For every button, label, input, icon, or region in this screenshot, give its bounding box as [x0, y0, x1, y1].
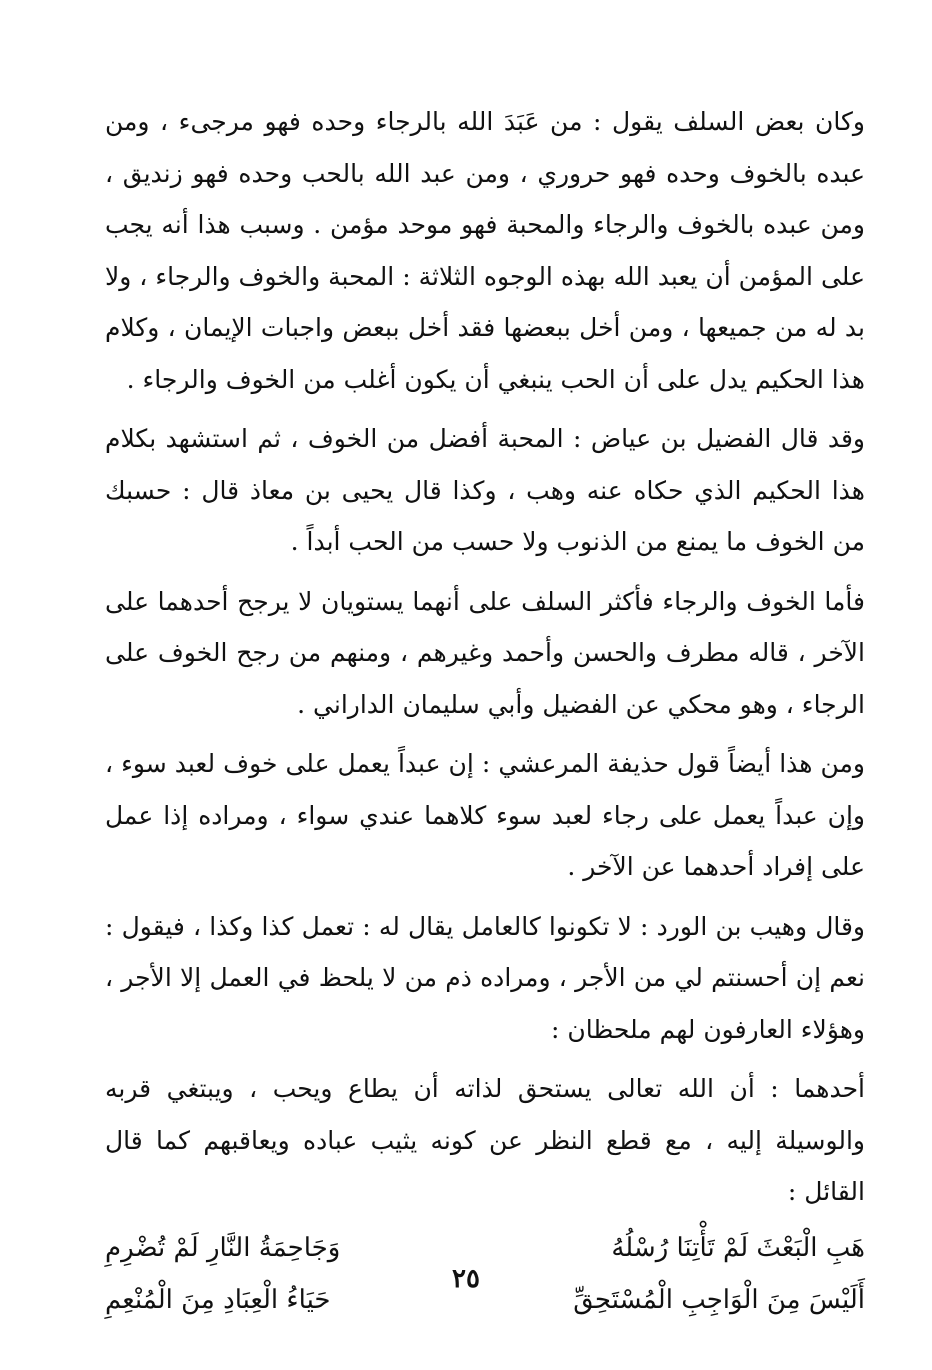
paragraph-2: وقد قال الفضيل بن عياض : المحبة أفضل من الخوف ، ثم استشهد بكلام هذا الحكيم الذي حكاه عنه وهب ، وكذا قال يحيى بن معاذ قال : حسبك من الخوف ما يمنع من الذنوب ولا حسب من الحب أبداً . [105, 424, 865, 556]
verse-1-first-hemistich: هَبِ الْبَعْثَ لَمْ تَأْتِنَا رُسْلُهُ [611, 1232, 865, 1263]
page-number: ٢٥ [452, 1264, 480, 1294]
paragraph-5: وقال وهيب بن الورد : لا تكونوا كالعامل يقال له : تعمل كذا وكذا ، فيقول : نعم إن أحسنتم لي من الأجر ، ومراده ذم من لا يلحظ في العمل إلا الأجر ، وهؤلاء العارفون لهم ملحظان : [105, 911, 865, 1044]
paragraph-4: ومن هذا أيضاً قول حذيفة المرعشي : إن عبداً يعمل على خوف لعبد سوء ، وإن عبداً يعمل على رجاء لعبد سوء كلاهما عندي سواء ، ومراده إذا عمل على إفراد أحدهما عن الآخر . [105, 749, 865, 881]
verse-1-second-hemistich: وَجَاحِمَةُ النَّارِ لَمْ تُضْرِمِ [105, 1232, 341, 1263]
paragraph-6: أحدهما : أن الله تعالى يستحق لذاته أن يطاع ويحب ، ويبتغي قربه والوسيلة إليه ، مع قطع النظر عن كونه يثيب عباده ويعاقبهم كما قال القائل : [105, 1074, 865, 1206]
page-content [105, 96, 865, 1326]
paragraph-3: فأما الخوف والرجاء فأكثر السلف على أنهما يستويان لا يرجح أحدهما على الآخر ، قاله مطرف والحسن وأحمد وغيرهم ، ومنهم من رجح الخوف على الرجاء ، وهو محكي عن الفضيل وأبي سليمان الداراني . [105, 586, 865, 719]
verse-2-first-hemistich: أَلَيْسَ مِنَ الْوَاجِبِ الْمُسْتَحِقِّ [573, 1284, 865, 1315]
verse-2-second-hemistich: حَيَاءُ الْعِبَادِ مِنَ الْمُنْعِمِ [105, 1284, 331, 1315]
paragraph-1: وكان بعض السلف يقول : من عَبَدَ الله بالرجاء وحده فهو مرجىء ، ومن عبده بالخوف وحده فهو حروري ، ومن عبد الله بالحب وحده فهو زنديق ، ومن عبده بالخوف والرجاء والمحبة فهو موحد مؤمن . وسبب هذا أنه يجب على المؤمن أن يعبد الله بهذه الوجوه الثلاثة : المحبة والخوف والرجاء ، ولا بد له من جميعها ، ومن أخل ببعضها فقد أخل ببعض واجبات الإيمان ، وكلام هذا الحكيم يدل على أن الحب ينبغي أن يكون أغلب من الخوف والرجاء . [105, 107, 865, 394]
